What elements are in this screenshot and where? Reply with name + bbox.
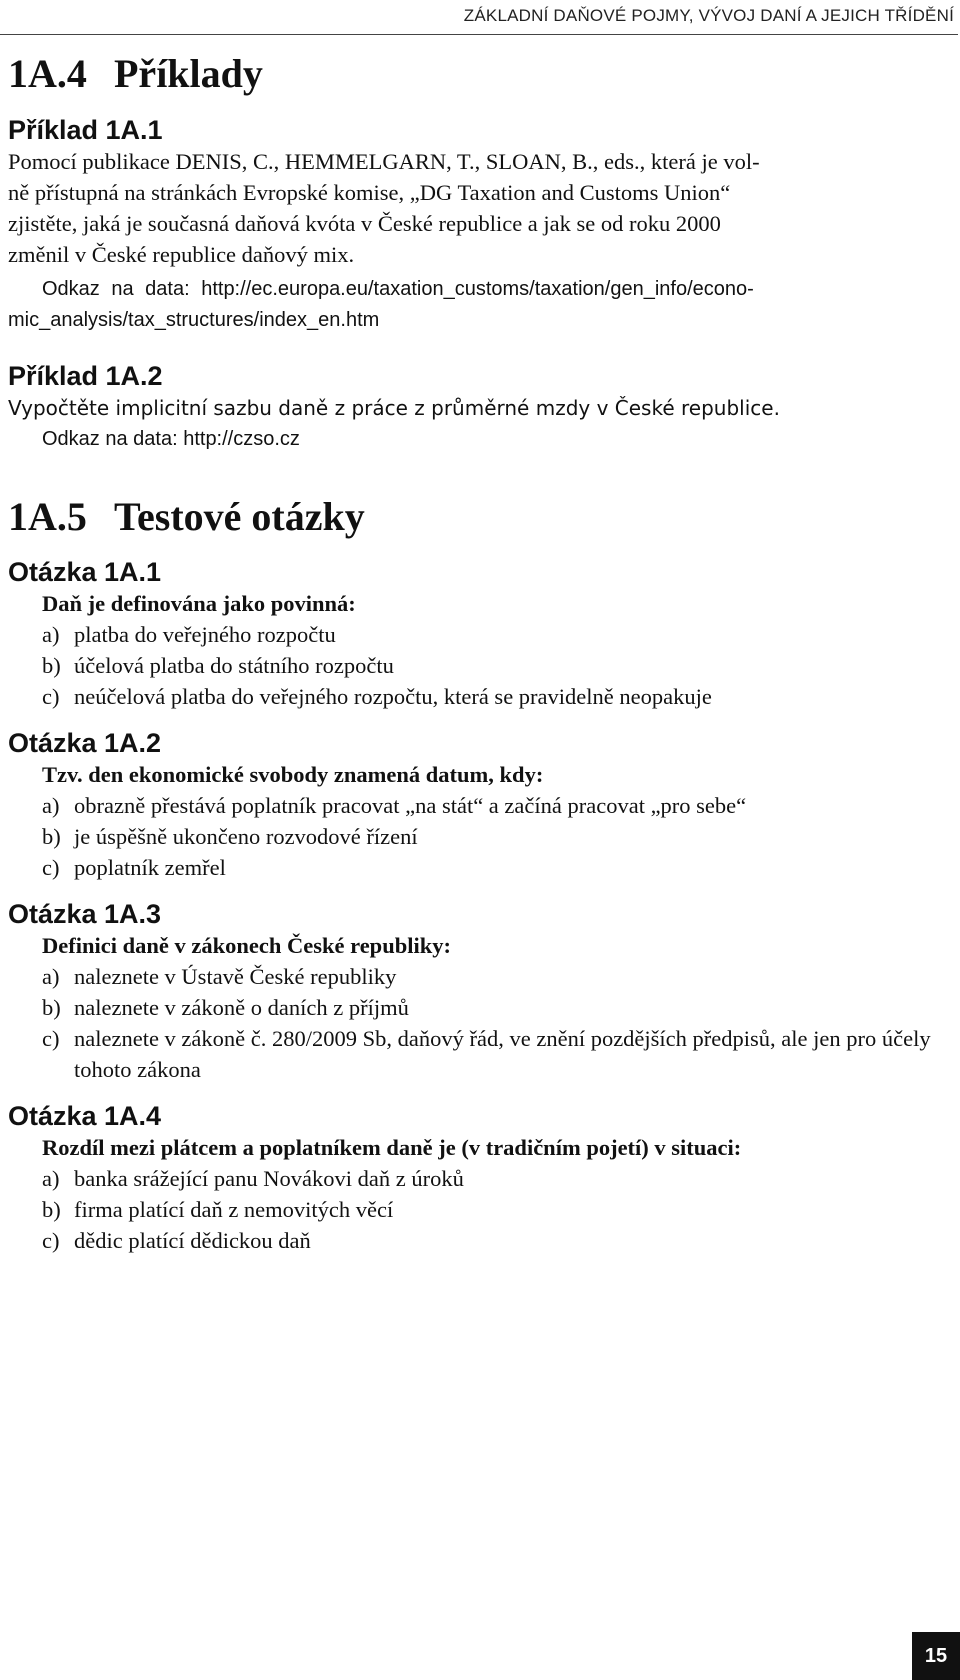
answer-option [42,821,954,852]
answer-option [42,852,954,883]
option-letter: b) [42,994,61,1020]
option-letter: c) [42,1025,60,1051]
option-text: naleznete v Ústavě České republiky [74,963,397,989]
example-1-line-1: Pomocí publikace DENIS, C., HEMMELGARN, T., SLOAN, B., eds., která je vol- [8,149,760,175]
answer-option [42,992,954,1023]
answer-option [42,1225,954,1256]
question-stem: Rozdíl mezi plátcem a poplatníkem daně je (v tradičním pojetí) v situaci: [42,1134,742,1160]
answer-option [42,961,954,992]
option-text: neúčelová platba do veřejného rozpočtu, která se pravidelně neopakuje [74,683,712,709]
example-title-1: Příklad 1A.1 [8,115,163,145]
example-2-data-link[interactable]: Odkaz na data: http://czso.cz [42,427,300,450]
option-text: je úspěšně ukončeno rozvodové řízení [74,823,418,849]
example-1-line-4: změnil v České republice daňový mix. [8,242,355,268]
question-title: Otázka 1A.1 [8,556,162,587]
example-1-data-link-cont[interactable]: mic_analysis/tax_structures/index_en.htm [8,309,380,332]
answer-option [42,1163,954,1194]
header-rule [0,34,958,35]
section-number: 1A.4 [8,51,87,96]
section-title-tests [8,495,954,539]
question-block [8,728,954,883]
option-text: naleznete v zákoně o daních z příjmů [74,994,409,1020]
question-stem: Definici daně v zákonech České republiky: [42,932,451,958]
answer-option [42,1194,954,1225]
question-block [8,557,954,712]
option-letter: c) [42,854,60,880]
option-text: dědic platící dědickou daň [74,1227,311,1253]
section-number: 1A.5 [8,493,87,539]
option-text: naleznete v zákoně č. 280/2009 Sb, daňový řád, ve znění pozdějších předpisů, ale jen pro účely tohoto zákona [74,1025,931,1082]
question-stem: Daň je definována jako povinná: [42,590,356,616]
answer-option [42,681,954,712]
option-letter: b) [42,1196,61,1222]
option-letter: a) [42,963,60,989]
option-letter: c) [42,1227,60,1253]
question-block [8,1101,954,1256]
section-title-text: Příklady [114,51,263,96]
option-text: obrazně přestává poplatník pracovat „na stát“ a začíná pracovat „pro sebe“ [74,792,747,818]
section-title-examples [8,52,954,96]
running-header: ZÁKLADNÍ DAŇOVÉ POJMY, VÝVOJ DANÍ A JEJICH TŘÍDĚNÍ [463,6,954,25]
option-letter: a) [42,621,60,647]
option-letter: a) [42,792,60,818]
answer-option [42,790,954,821]
option-letter: b) [42,652,61,678]
option-text: banka srážející panu Novákovi daň z úroků [74,1165,464,1191]
page-number: 15 [912,1632,960,1680]
question-title: Otázka 1A.4 [8,1100,162,1131]
example-2-text: Vypočtěte implicitní sazbu daně z práce z průměrné mzdy v České republice. [8,395,780,420]
question-title: Otázka 1A.3 [8,898,162,929]
option-text: účelová platba do státního rozpočtu [74,652,394,678]
example-1-line-2: ně přístupná na stránkách Evropské komise, „DG Taxation and Customs Union“ [8,180,731,206]
answer-option [42,650,954,681]
question-block [8,899,954,1085]
page-content [8,50,954,1256]
example-1-line-3: zjistěte, jaká je současná daňová kvóta v České republice a jak se od roku 2000 [8,211,721,237]
option-letter: a) [42,1165,60,1191]
option-letter: c) [42,683,60,709]
section-title-text: Testové otázky [114,493,365,539]
option-text: poplatník zemřel [74,854,226,880]
question-title: Otázka 1A.2 [8,727,162,758]
example-1-data-link[interactable]: Odkaz na data: http://ec.europa.eu/taxation_customs/taxation/gen_info/econo- [42,278,754,301]
example-title-2: Příklad 1A.2 [8,361,163,392]
question-stem: Tzv. den ekonomické svobody znamená datum, kdy: [42,761,544,787]
answer-option [42,1023,954,1085]
option-text: platba do veřejného rozpočtu [74,621,336,647]
option-text: firma platící daň z nemovitých věcí [74,1196,394,1222]
answer-option [42,619,954,650]
option-letter: b) [42,823,61,849]
